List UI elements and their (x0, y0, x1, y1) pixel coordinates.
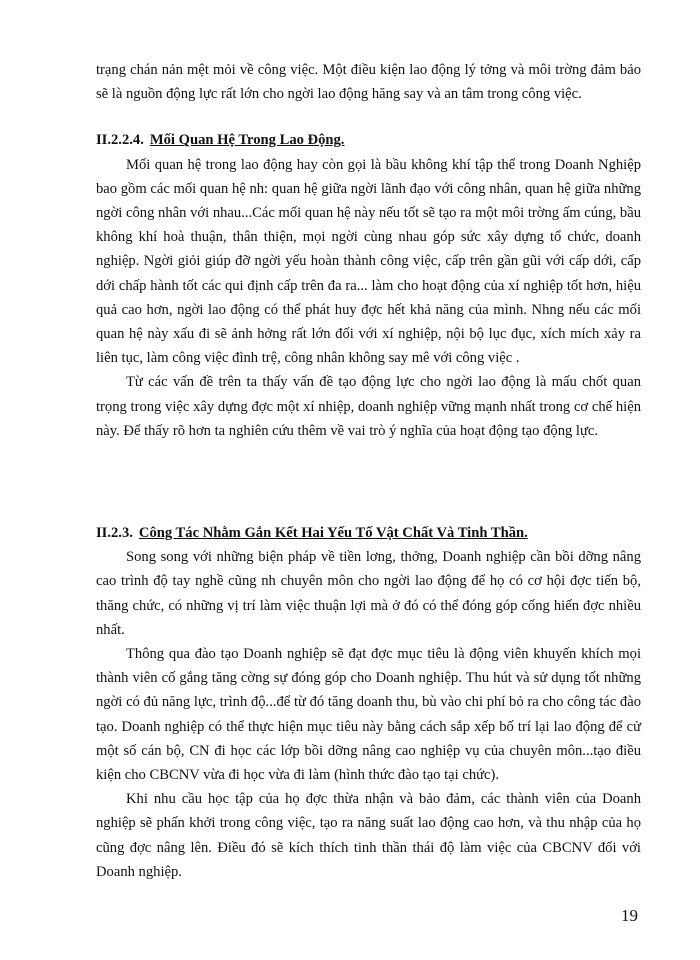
paragraph: Khi nhu cầu học tập của họ đợc thừa nhận và bảo đảm, các thành viên của Doanh nghiệp sẽ phấn khởi trong công việc, tạo ra năng suất lao động cao hơn, và thu nhập của họ cũng đợc nâng lên. Điều đó sẽ kích thích tinh thần thái độ làm việc của CBCNV đối với Doanh nghiệp. (96, 791, 641, 880)
section-heading-2-3 (96, 521, 641, 545)
paragraph: Song song với những biện pháp về tiền lơng, thởng, Doanh nghiệp cần bồi dỡng nâng cao trình độ tay nghề cũng nh chuyên môn cho ngời lao động để họ có cơ hội đợc tiến bộ, thăng chức, có những vị trí làm việc thuận lợi mà ở đó có thể đóng góp cống hiến đợc nhiều nhất. (96, 549, 641, 638)
paragraph-continuation: trạng chán nản mệt mỏi về công việc. Một điều kiện lao động lý tởng và môi trờng đảm bảo sẽ là nguồn động lực rất lớn cho ngời lao động hăng say và an tâm trong công việc. (96, 62, 641, 103)
paragraph: Mối quan hệ trong lao động hay còn gọi là bầu không khí tập thể trong Doanh Nghiệp bao gồm các mối quan hệ nh: quan hệ giữa ngời lãnh đạo với công nhân, quan hệ giữa những ngời công nhân với nhau...Các mối quan hệ này nếu tốt sẽ tạo ra một môi trờng ấm cúng, bầu không khí hoà thuận, thân thiện, mọi ngời cùng nhau góp sức xây dựng tổ chức, doanh nghiệp. Ngời giỏi giúp đỡ ngời yếu hoàn thành công việc, cấp trên gần gũi với cấp dới, cấp dới chấp hành tốt các qui định cấp trên đa ra... làm cho hoạt động của xí nghiệp tốt hơn, hiệu quả cao hơn, ngời lao động có thể phát huy đợc hết khả năng của mình. Nhng nếu các mối quan hệ này xấu đi sẽ ảnh hởng rất lớn đối với xí nghiệp, nội bộ lục đục, xích mích xảy ra liên tục, làm công việc đình trệ, công nhân không say mê với công việc . (96, 156, 641, 367)
paragraph: Thông qua đào tạo Doanh nghiệp sẽ đạt đợc mục tiêu là động viên khuyến khích mọi thành viên cố gắng tăng cờng sự đóng góp cho Doanh nghiệp. Thu hút và sử dụng tốt những ngời có đủ năng lực, trình độ...để từ đó tăng doanh thu, bù vào chi phí bỏ ra cho công tác đào tạo. Doanh nghiệp có thể thực hiện mục tiêu này bằng cách sắp xếp bố trí lại lao động để cử một số cán bộ, CN đi học các lớp bồi dỡng nâng cao nghiệp vụ của chuyên môn...tạo điều kiện cho CBCNV vừa đi học vừa đi làm (hình thức đào tạo tại chức). (96, 646, 641, 784)
section-number: II.2.3. (96, 525, 133, 542)
section-heading-2-2-4 (96, 128, 641, 152)
section-number: II.2.2.4. (96, 132, 144, 149)
page-number: 19 (621, 906, 638, 925)
paragraph: Từ các vấn đề trên ta thấy vấn đề tạo động lực cho ngời lao động là mấu chốt quan trọng trong việc xây dựng đợc một xí nhiệp, doanh nghiệp vững mạnh nhất trong cơ chế hiện này. Để thấy rõ hơn ta nghiên cứu thêm về vai trò ý nghĩa của hoạt động tạo động lực. (96, 374, 641, 439)
section-title: Công Tác Nhằm Gắn Kết Hai Yếu Tố Vật Chất Và Tinh Thần. (138, 525, 528, 542)
document-page (96, 58, 641, 884)
section-title: Mối Quan Hệ Trong Lao Động. (149, 132, 345, 149)
